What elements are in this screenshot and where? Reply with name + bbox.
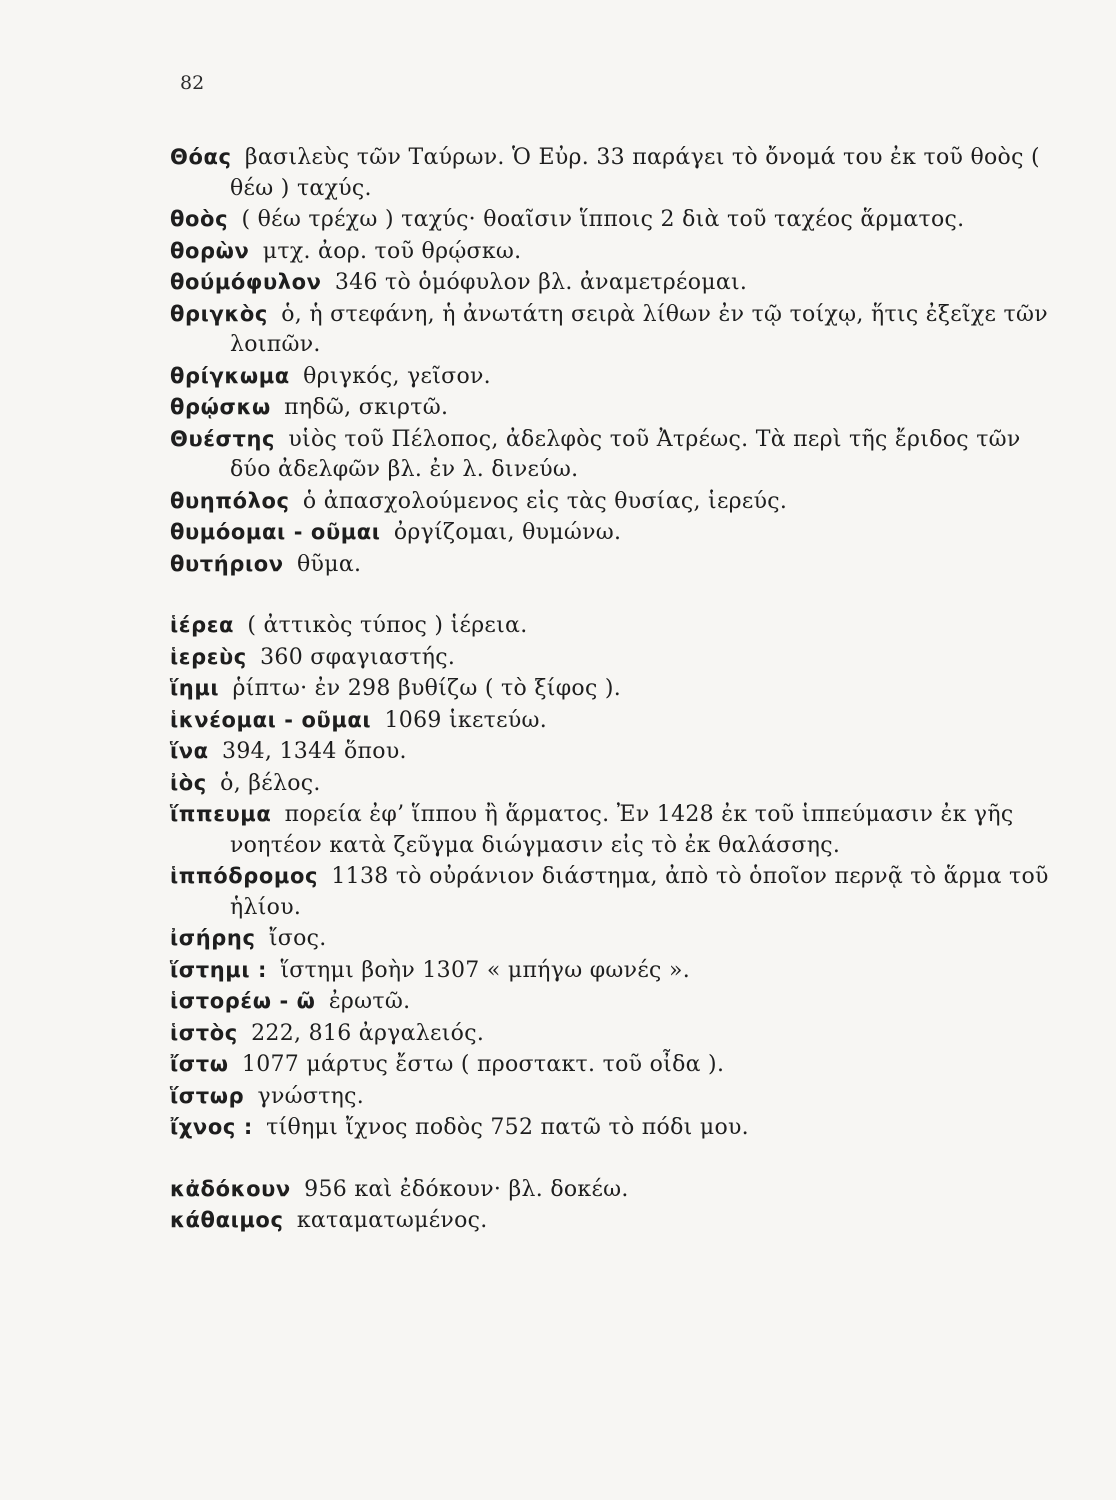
entry-headword: ἵππευμα [170,802,272,826]
glossary-entry [170,642,1050,674]
glossary-entry [170,1174,1050,1206]
entry-headword: Θυέστης [170,426,276,451]
entry-headword: ἴστω [170,1052,229,1076]
entry-headword: θυηπόλος [170,488,290,513]
glossary-entry [170,1081,1050,1113]
glossary-entry [170,768,1050,800]
entry-definition: ἵστημι βοὴν 1307 « μπήγω φωνές ». [280,957,691,983]
entry-headword: ἴχνος : [170,1115,253,1139]
entry-headword: ἵστημι : [170,957,268,982]
entry-definition: θριγκός, γεῖσον. [303,363,491,389]
entry-definition: 1069 ἱκετεύω. [384,707,548,733]
entry-headword: ἰὸς [170,770,207,795]
page-number: 82 [180,72,205,94]
glossary-entry [170,799,1050,861]
glossary-entry [170,361,1050,393]
entry-definition: 360 σφαγιαστής. [260,644,456,670]
glossary-entry [170,955,1050,987]
glossary-entry [170,861,1050,923]
entry-definition: ὁ, βέλος. [220,770,321,796]
entry-definition: τίθημι ἴχνος ποδὸς 752 πατῶ τὸ πόδι μου. [266,1115,749,1140]
entry-headword: κάθαιμος [170,1208,284,1232]
glossary-entry [170,517,1050,549]
glossary-entry [170,705,1050,737]
entry-definition: ὀργίζομαι, θυμώνω. [393,520,622,545]
entry-definition: θῦμα. [297,551,362,577]
glossary-entry [170,1049,1050,1081]
glossary-entry [170,236,1050,268]
entry-definition: ἴσος. [268,926,327,951]
entry-headword: θοὸς [170,207,229,231]
entry-definition: ( θέω τρέχω ) ταχύς· θοαῖσιν ἵπποις 2 διὰ τοῦ ταχέος ἅρματος. [241,207,965,232]
entry-definition: ὁ ἀπασχολούμενος εἰς τὰς θυσίας, ἱερεύς. [302,488,788,514]
glossary-entry [170,392,1050,424]
entry-headword: θρίγκωμα [170,363,290,388]
glossary-entry [170,1112,1050,1144]
entry-definition: 394, 1344 ὅπου. [222,739,407,764]
entry-headword: θυτήριον [170,551,284,576]
entry-headword: ἰσήρης [170,926,256,950]
entry-definition: ( ἀττικὸς τύπος ) ἱέρεια. [247,613,528,638]
entry-definition: καταματωμένος. [296,1208,488,1233]
glossary-entry [170,486,1050,518]
entry-definition: ἐρωτῶ. [328,989,411,1014]
glossary-entries [170,142,1050,1237]
entry-definition: πηδῶ, σκιρτῶ. [284,395,449,420]
glossary-entry [170,610,1050,642]
entry-definition: γνώστης. [257,1083,365,1109]
entry-definition: βασιλεὺς τῶν Ταύρων. Ὁ Εὐρ. 33 παράγει τὸ ὄνομά του ἐκ τοῦ θοὸς ( θέω ) ταχύς. [230,145,1040,201]
glossary-entry [170,549,1050,581]
glossary-entry [170,673,1050,705]
entry-definition: ῥίπτω· ἐν 298 βυθίζω ( τὸ ξίφος ). [232,676,622,701]
entry-definition: 1077 μάρτυς ἔστω ( προστακτ. τοῦ οἶδα ). [241,1052,725,1077]
entry-definition: 956 καὶ ἐδόκουν· βλ. δοκέω. [304,1176,629,1202]
glossary-entry [170,204,1050,236]
entry-headword: ἱκνέομαι - οῦμαι [170,707,372,732]
glossary-entry [170,267,1050,299]
entry-headword: ἱστὸς [170,1020,238,1045]
entry-headword: ἵημι [170,676,220,700]
entry-headword: ἱππόδρομος [170,864,319,888]
glossary-entry [170,424,1050,486]
glossary-entry [170,142,1050,204]
entry-headword: Θόας [170,145,232,169]
entry-definition: 346 τὸ ὁμόφυλον βλ. ἀναμετρέομαι. [334,270,748,295]
entry-definition: ὁ, ἡ στεφάνη, ἡ ἀνωτάτη σειρὰ λίθων ἐν τῷ τοίχῳ, ἥτις ἐξεῖχε τῶν λοιπῶν. [230,301,1048,357]
glossary-entry [170,923,1050,955]
glossary-entry [170,299,1050,361]
entry-headword: θριγκὸς [170,301,268,326]
glossary-entry [170,1205,1050,1237]
entry-definition: υἱὸς τοῦ Πέλοπος, ἀδελφὸς τοῦ Ἀτρέως. Τὰ περὶ τῆς ἔριδος τῶν δύο ἀδελφῶν βλ. ἐν λ. δινεύω. [230,426,1021,482]
entry-headword: θορὼν [170,238,250,263]
glossary-entry [170,986,1050,1018]
entry-headword: θούμόφυλον [170,270,322,294]
entry-headword: κἀδόκουν [170,1176,291,1201]
entry-headword: ἱερεὺς [170,644,247,669]
entry-definition: μτχ. ἀορ. τοῦ θρῴσκω. [262,238,522,264]
entry-headword: ἵνα [170,739,209,763]
entry-headword: θυμόομαι - οῦμαι [170,520,381,544]
entry-headword: ἱστορέω - ῶ [170,989,316,1013]
glossary-entry [170,1018,1050,1050]
glossary-entry [170,736,1050,768]
entry-headword: ἱέρεα [170,613,235,637]
entry-headword: θρῴσκω [170,395,271,419]
entry-definition: 222, 816 ἀργαλειός. [251,1020,485,1046]
entry-definition: πορεία ἐφ’ ἵππου ἢ ἅρματος. Ἐν 1428 ἐκ τοῦ ἱππεύμασιν ἐκ γῆς νοητέον κατὰ ζεῦγμα διώγμασιν εἰς τὸ ἐκ θαλάσσης. [230,802,1014,858]
entry-headword: ἵστωρ [170,1083,245,1108]
entry-definition: 1138 τὸ οὐράνιον διάστημα, ἀπὸ τὸ ὁποῖον περνᾷ τὸ ἅρμα τοῦ ἡλίου. [230,864,1049,920]
